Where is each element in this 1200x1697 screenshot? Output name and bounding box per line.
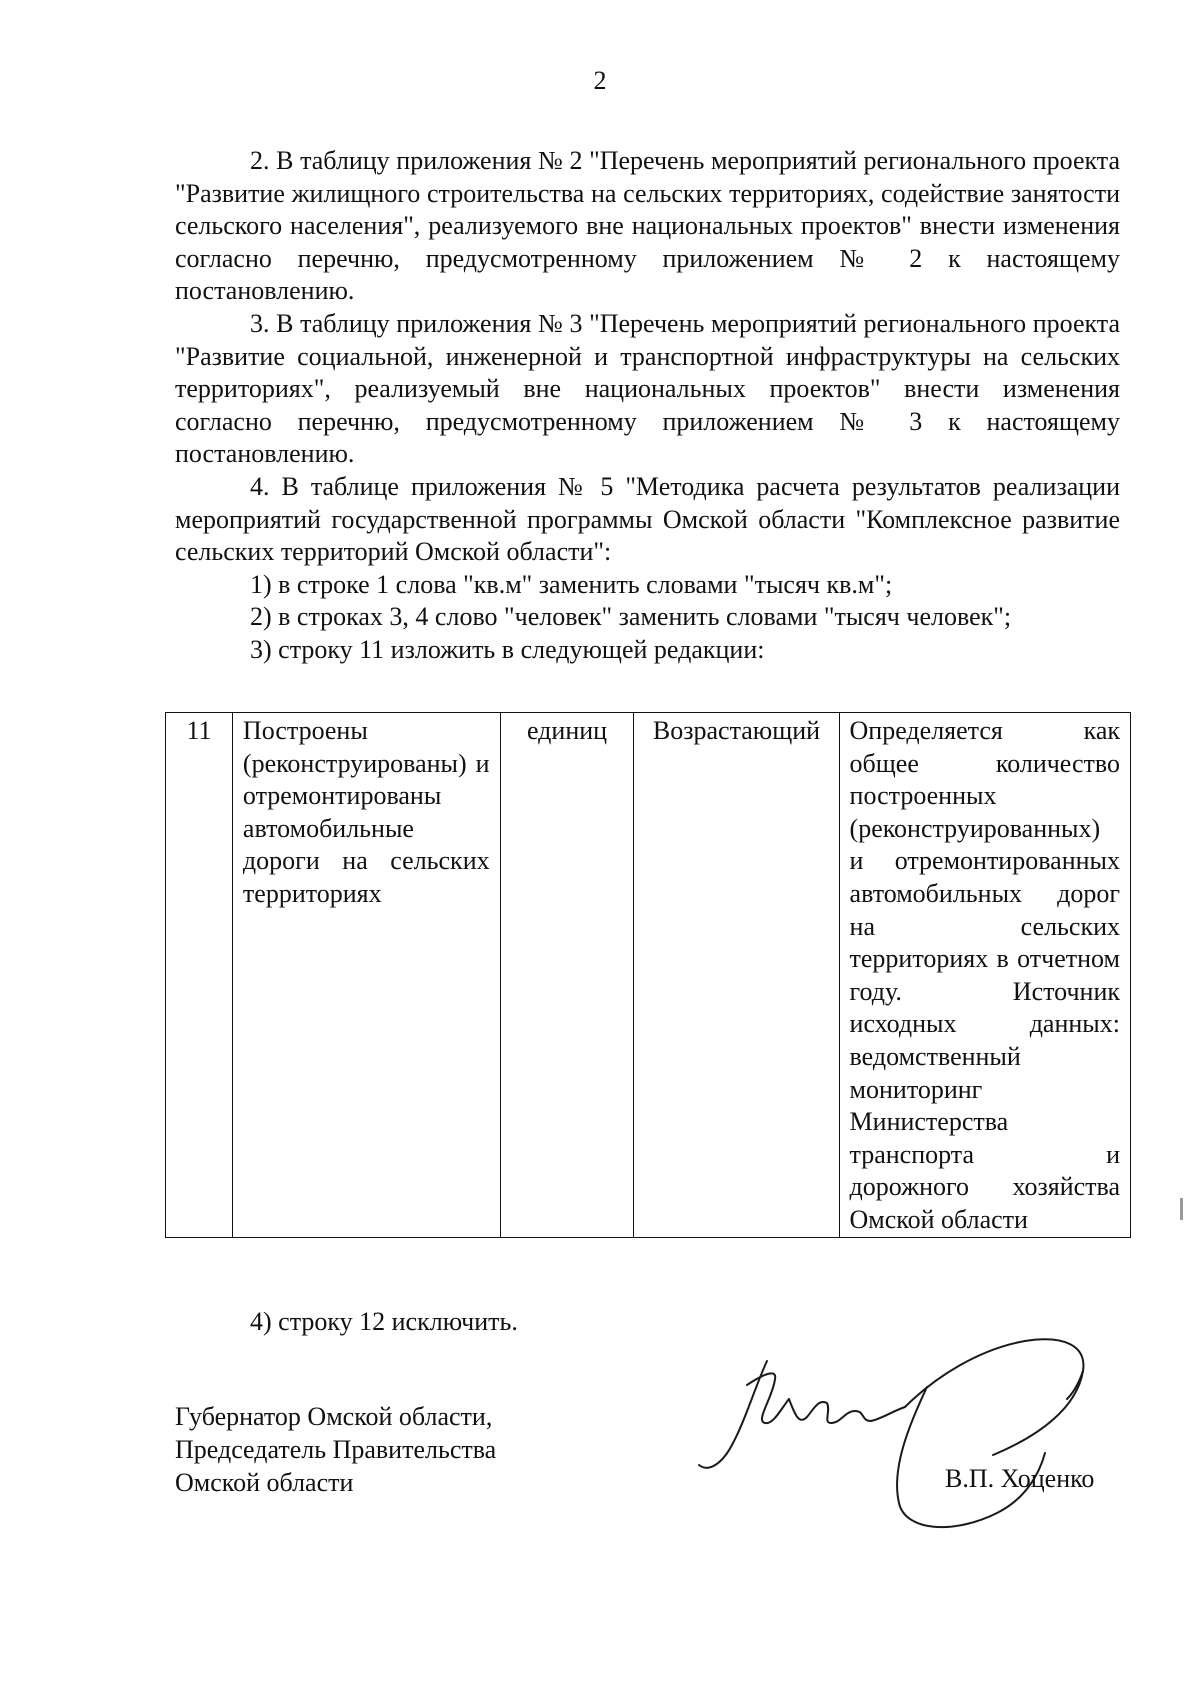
paragraph-2: 2. В таблицу приложения № 2 "Перечень мероприятий регионального проекта "Развитие жилищного строительства на сельских территориях, содействие занятости сельского населения", реализуемого вне национальных проектов" внести изменения согласно перечню, предусмотренному приложением № 2 к настоящему постановлению.: [175, 146, 1120, 306]
unit-cell: единиц: [500, 713, 634, 1238]
signatory-line-1: Губернатор Омской области,: [175, 1402, 493, 1431]
paragraph-3: 3. В таблицу приложения № 3 "Перечень мероприятий регионального проекта "Развитие социальной, инженерной и транспортной инфраструктуры на сельских территориях", реализуемый вне национальных проектов" внести изменения согласно перечню, предусмотренному приложением № 3 к настоящему постановлению.: [175, 308, 1120, 469]
page-number: 2: [593, 66, 607, 95]
signatory-name: В.П. Хоценко: [945, 1464, 1095, 1493]
table-row: [166, 713, 1131, 1238]
sub-item-3: 3) строку 11 изложить в следующей редакции:: [250, 634, 765, 664]
row-number-cell: 11: [166, 713, 233, 1238]
signatory-line-2: Председатель Правительства: [175, 1435, 497, 1464]
sub-item-1: 1) в строке 1 слова "кв.м" заменить словами "тысяч кв.м";: [250, 569, 893, 599]
replacement-table: [165, 712, 1131, 1238]
sub-item-4: 4) строку 12 исключить.: [250, 1307, 518, 1336]
sub-item-2: 2) в строках 3, 4 слово "человек" заменить словами "тысяч человек";: [250, 602, 1012, 632]
document-body: [175, 145, 1120, 667]
trend-cell: Возрастающий: [634, 713, 839, 1238]
handwritten-signature: [695, 1325, 1115, 1540]
method-cell: Определяется как общее количество построенных (реконструированных) и отремонтированных автомобильных дорог на сельских территориях в отчетном году. Источник исходных данных: ведомственный мониторинг Министерства транспорта и дорожного хозяйства Омской области: [839, 713, 1130, 1238]
signatory-line-3: Омской области: [175, 1468, 354, 1497]
scan-edge-mark: [1180, 1198, 1183, 1220]
result-name-cell: Построены (реконструированы) и отремонтированы автомобильные дороги на сельских территориях: [232, 713, 500, 1238]
paragraph-4: 4. В таблице приложения № 5 "Методика расчета результатов реализации мероприятий государственной программы Омской области "Комплексное развитие сельских территорий Омской области":: [175, 471, 1120, 567]
signatory-title: [175, 1400, 496, 1499]
